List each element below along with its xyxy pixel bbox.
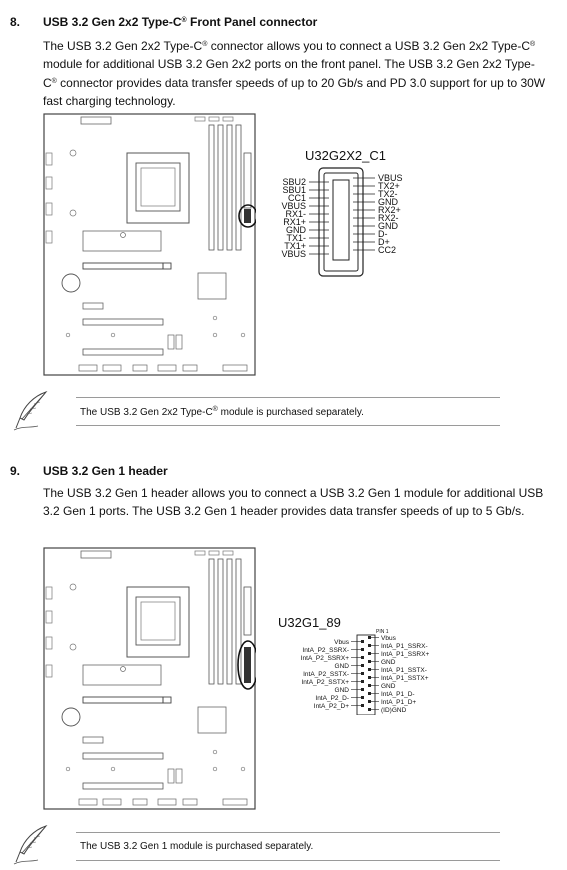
left-pin-label: CC1 bbox=[287, 193, 306, 203]
right-pin-label: IntA_P1_D- bbox=[381, 691, 415, 698]
left-pin-label: IntA_P2_SSRX+ bbox=[300, 655, 349, 662]
right-pin-label: IntA_P1_SSRX- bbox=[381, 643, 428, 650]
left-pin-label: Vbus bbox=[334, 639, 349, 646]
motherboard-diagram-1 bbox=[43, 113, 256, 376]
right-pin-label: VBUS bbox=[378, 173, 403, 183]
note-divider-top bbox=[76, 397, 500, 398]
left-pin-label: IntA_P2_SSTX- bbox=[303, 671, 349, 678]
feather-pen-icon bbox=[12, 388, 52, 432]
note-divider-bottom bbox=[76, 860, 500, 861]
section-8-note: The USB 3.2 Gen 2x2 Type-C® module is purchased separately. bbox=[80, 406, 364, 418]
left-pin-label: RX1- bbox=[285, 209, 306, 219]
section-8-title: USB 3.2 Gen 2x2 Type-C® Front Panel connector bbox=[43, 15, 318, 29]
right-pin-label: TX2+ bbox=[378, 181, 400, 191]
section-8-description: The USB 3.2 Gen 2x2 Type-C® connector allows you to connect a USB 3.2 Gen 2x2 Type-C® module for additional USB 3.2 Gen 2x2 ports on the front panel. The USB 3.2 Gen 2x2 Type-C® connector provides data transfer speeds of up to 20 Gb/s and PD 3.0 support for up to 30W fast charging technology. bbox=[43, 39, 546, 108]
right-pin-label: GND bbox=[381, 683, 396, 690]
section-8-number: 8. bbox=[10, 15, 21, 29]
left-pin-label: GND bbox=[334, 687, 349, 694]
right-pin-label: D- bbox=[378, 229, 388, 239]
left-pin-label: VBUS bbox=[281, 249, 306, 259]
section-9-description: The USB 3.2 Gen 1 header allows you to connect a USB 3.2 Gen 1 module for additional USB 3.2 Gen 1 ports. The USB 3.2 Gen 1 header provides data transfer speeds of up to 5 Gb/s. bbox=[43, 486, 544, 518]
right-pin-label: GND bbox=[381, 659, 396, 666]
left-pin-label: IntA_P2_D+ bbox=[313, 703, 349, 710]
right-pin-label: TX2- bbox=[378, 189, 398, 199]
section-9-number: 9. bbox=[10, 464, 21, 478]
usb-header-pinout-diagram bbox=[275, 625, 435, 715]
right-pin-label: RX2+ bbox=[378, 205, 401, 215]
left-pin-label: VBUS bbox=[281, 201, 306, 211]
right-pin-label: IntA_P1_SSRX+ bbox=[381, 651, 430, 658]
right-pin-label: IntA_P1_D+ bbox=[381, 699, 417, 706]
left-pin-label: TX1- bbox=[286, 233, 306, 243]
usb32g1-header-title: U32G1_89 bbox=[278, 615, 341, 630]
right-pin-label: Vbus bbox=[381, 635, 396, 642]
right-pin-label: IntA_P1_SSTX- bbox=[381, 667, 427, 674]
left-pin-label: IntA_P2_D- bbox=[315, 695, 349, 702]
note-divider-top bbox=[76, 832, 500, 833]
section-9-note: The USB 3.2 Gen 1 module is purchased separately. bbox=[80, 841, 314, 852]
right-pin-label: D+ bbox=[378, 237, 390, 247]
right-pin-label: IntA_P1_SSTX+ bbox=[381, 675, 429, 682]
right-pin-label: GND bbox=[378, 221, 398, 231]
left-pin-label: SBU2 bbox=[282, 177, 306, 187]
left-pin-label: RX1+ bbox=[283, 217, 306, 227]
left-pin-label: SBU1 bbox=[282, 185, 306, 195]
left-pin-label: IntA_P2_SSTX+ bbox=[301, 679, 349, 686]
right-pin-label: GND bbox=[378, 197, 398, 207]
right-pin-label: RX2- bbox=[378, 213, 399, 223]
left-pin-label: GND bbox=[286, 225, 306, 235]
left-pin-label: TX1+ bbox=[284, 241, 306, 251]
section-9-title: USB 3.2 Gen 1 header bbox=[43, 464, 168, 478]
right-pin-label: CC2 bbox=[378, 245, 397, 255]
type-c-pinout-diagram bbox=[275, 164, 415, 279]
left-pin-label: IntA_P2_SSRX- bbox=[302, 647, 349, 654]
feather-pen-icon bbox=[12, 822, 52, 866]
left-pin-label: GND bbox=[334, 663, 349, 670]
motherboard-diagram-2 bbox=[43, 547, 256, 810]
note-divider-bottom bbox=[76, 425, 500, 426]
usb32g2x2-connector-title: U32G2X2_C1 bbox=[305, 148, 386, 163]
pin1-label: PIN 1 bbox=[376, 629, 389, 635]
right-pin-label: (ID)GND bbox=[381, 707, 407, 714]
